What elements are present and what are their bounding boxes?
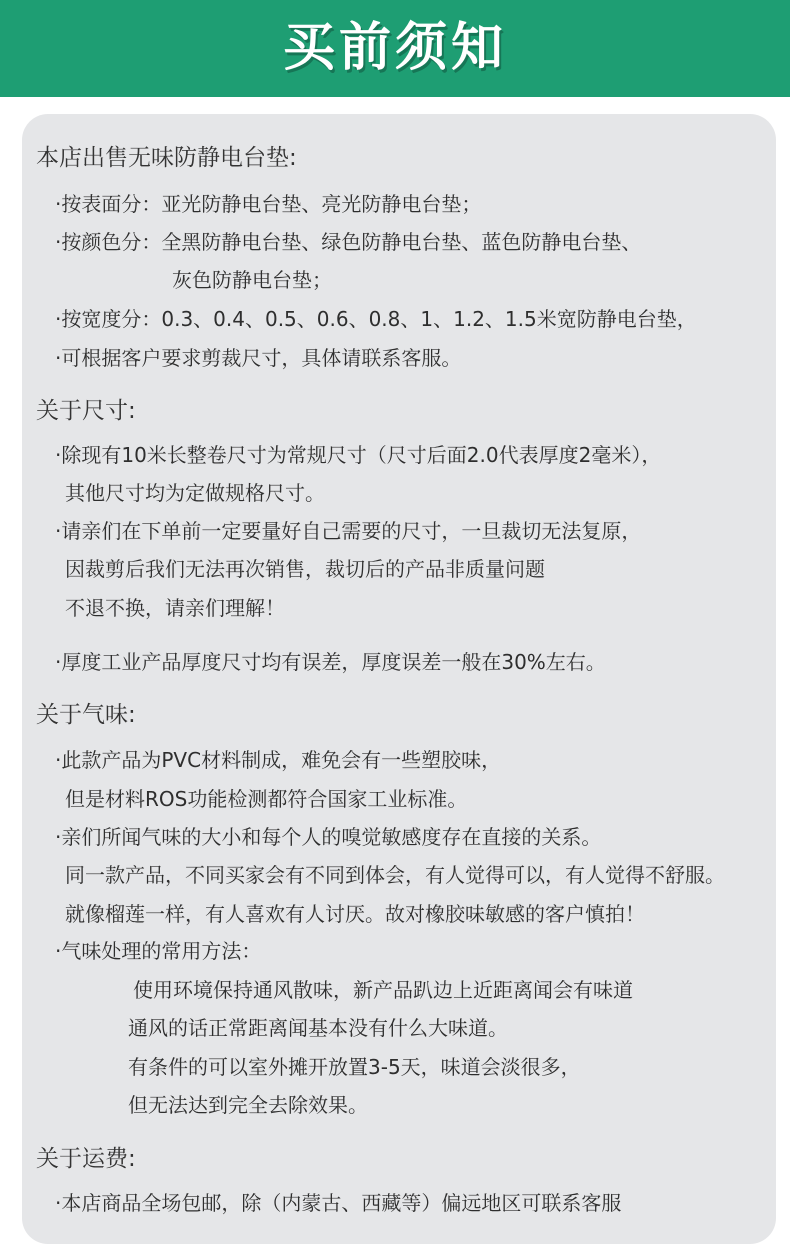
list-item: 灰色防静电台垫； bbox=[172, 268, 332, 292]
list-item: ·按宽度分：0.3、0.4、0.5、0.6、0.8、1、1.2、1.5米宽防静电台垫， bbox=[55, 307, 697, 331]
list-item: 有条件的可以室外摊开放置3-5天，味道会淡很多， bbox=[128, 1055, 581, 1079]
list-item: ·亲们所闻气味的大小和每个人的嗅觉敏感度存在直接的关系。 bbox=[55, 825, 602, 849]
section-heading-shipping: 关于运费: bbox=[36, 1146, 136, 1172]
list-item: 就像榴莲一样，有人喜欢有人讨厌。故对橡胶味敏感的客户慎拍！ bbox=[65, 902, 645, 926]
section-heading-odor: 关于气味: bbox=[36, 702, 136, 728]
list-item: 但是材料ROS功能检测都符合国家工业标准。 bbox=[65, 787, 468, 811]
list-item: 不退不换，请亲们理解！ bbox=[65, 596, 285, 620]
header-banner bbox=[0, 0, 790, 97]
section-heading-products: 本店出售无味防静电台垫: bbox=[36, 145, 297, 171]
list-item: ·按表面分：亚光防静电台垫、亮光防静电台垫； bbox=[55, 192, 482, 216]
list-item: ·此款产品为PVC材料制成，难免会有一些塑胶味， bbox=[55, 748, 502, 772]
list-item: ·请亲们在下单前一定要量好自己需要的尺寸，一旦裁切无法复原， bbox=[55, 519, 642, 543]
list-item: 同一款产品，不同买家会有不同到体会，有人觉得可以，有人觉得不舒服。 bbox=[65, 863, 725, 887]
list-item: 但无法达到完全去除效果。 bbox=[128, 1093, 368, 1117]
list-item: 使用环境保持通风散味，新产品趴边上近距离闻会有味道 bbox=[133, 978, 633, 1002]
list-item: 通风的话正常距离闻基本没有什么大味道。 bbox=[128, 1016, 508, 1040]
list-item: ·按颜色分：全黑防静电台垫、绿色防静电台垫、蓝色防静电台垫、 bbox=[55, 230, 642, 254]
list-item: ·本店商品全场包邮，除（内蒙古、西藏等）偏远地区可联系客服 bbox=[55, 1191, 622, 1215]
list-item: ·可根据客户要求剪裁尺寸，具体请联系客服。 bbox=[55, 346, 462, 370]
list-item: 其他尺寸均为定做规格尺寸。 bbox=[65, 481, 325, 505]
list-item: ·除现有10米长整卷尺寸为常规尺寸（尺寸后面2.0代表厚度2毫米）， bbox=[55, 443, 662, 467]
list-item: ·厚度工业产品厚度尺寸均有误差，厚度误差一般在30%左右。 bbox=[55, 650, 606, 674]
page-title: 买前须知 bbox=[282, 18, 507, 78]
list-item: ·气味处理的常用方法： bbox=[55, 939, 262, 963]
section-heading-size: 关于尺寸: bbox=[36, 398, 136, 424]
list-item: 因裁剪后我们无法再次销售，裁切后的产品非质量问题 bbox=[65, 557, 545, 581]
